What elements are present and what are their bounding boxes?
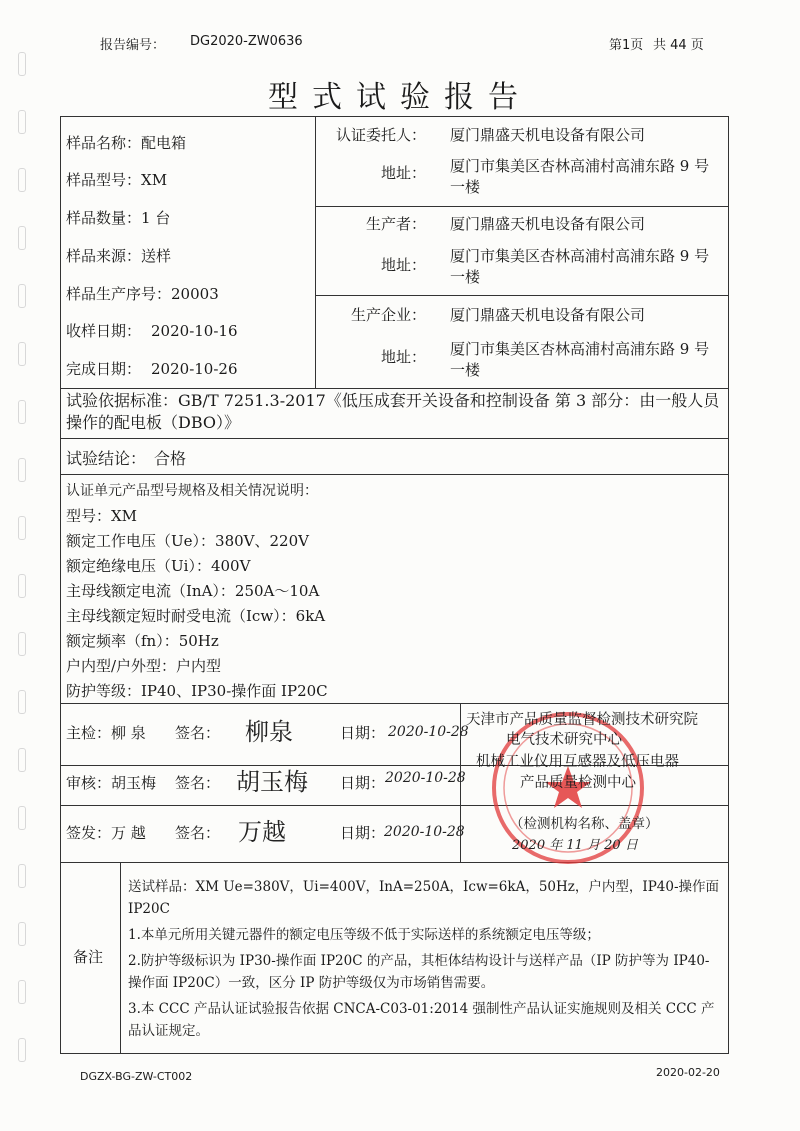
producer-name: 厦门鼎盛天机电设备有限公司 (450, 215, 646, 233)
factory-address: 厦门市集美区杏林高浦村高浦东路 9 号一楼 (450, 340, 710, 379)
spec-line: 型号：XM (66, 507, 138, 525)
lab-date: 2020 年 11 月 20 日 (512, 838, 638, 853)
seal-note: （检测机构名称、盖章） (510, 816, 659, 832)
reviewer-date: 2020-10-28 (385, 770, 466, 786)
producer-address: 厦门市集美区杏林高浦村高浦东路 9 号一楼 (450, 247, 710, 286)
inspector-date: 2020-10-28 (388, 724, 469, 740)
page-total: 共 44 页 (653, 38, 704, 53)
spec-line: 额定工作电压（Ue）：380V、220V (66, 532, 309, 550)
reviewer-signature: 胡玉梅 (236, 768, 308, 796)
spec-line: 主母线额定短时耐受电流（Icw）：6kA (66, 607, 326, 625)
form-number: DGZX-BG-ZW-CT002 (80, 1070, 193, 1083)
spec-line: 额定频率（fn）：50Hz (66, 632, 219, 650)
lab-name-line1: 天津市产品质量监督检测技术研究院 (466, 712, 698, 728)
issuer-date: 2020-10-28 (384, 824, 465, 840)
sample-source: 样品来源：送样 (66, 247, 172, 265)
report-number-label: 报告编号： (100, 38, 166, 53)
remarks-label: 备注 (73, 948, 104, 966)
remarks-line: 2.防护等级标识为 IP30-操作面 IP20C 的产品，其柜体结构设计与送样产品（IP 防护等为 IP40-操作面 IP20C）一致，区分 IP 防护等级仅为市场销售需要。 (128, 953, 710, 991)
form-date: 2020-02-20 (656, 1066, 720, 1079)
report-number: DG2020-ZW0636 (190, 34, 303, 49)
lab-name-line2: 电气技术研究中心 (506, 732, 622, 748)
test-standard: 试验依据标准：GB/T 7251.3-2017《低压成套开关设备和控制设备 第 3 部分：由一般人员操作的配电板（DBO）》 (66, 391, 720, 432)
issuer-date-label: 日期： (340, 824, 386, 842)
spec-line: 额定绝缘电压（Ui）：400V (66, 557, 251, 575)
page-number: 第1页 (609, 38, 644, 53)
inspector-signature: 柳泉 (245, 718, 293, 746)
client-label: 认证委托人： (335, 126, 426, 144)
client-name: 厦门鼎盛天机电设备有限公司 (450, 126, 646, 144)
spec-intro: 认证单元产品型号规格及相关情况说明： (66, 483, 318, 499)
issuer-signature: 万越 (238, 818, 286, 846)
sample-name: 样品名称：配电箱 (66, 134, 187, 152)
producer-label: 生产者： (365, 215, 426, 233)
inspector-date-label: 日期： (340, 724, 386, 742)
client-address-label: 地址： (380, 164, 426, 182)
remarks-line: 3.本 CCC 产品认证试验报告依据 CNCA-C03-01:2014 强制性产品认证实施规则及相关 CCC 产品认证规定。 (128, 1001, 715, 1039)
client-address: 厦门市集美区杏林高浦村高浦东路 9 号一楼 (450, 157, 710, 196)
lab-name-line4: 产品质量检测中心 (520, 775, 636, 791)
factory-name: 厦门鼎盛天机电设备有限公司 (450, 306, 646, 324)
factory-label: 生产企业： (350, 306, 426, 324)
spec-line: 主母线额定电流（InA）：250A～10A (66, 582, 320, 600)
reviewer-row: 审核：胡玉梅 签名： (66, 774, 221, 792)
factory-address-label: 地址： (380, 348, 426, 366)
completed-date: 完成日期： 2020-10-26 (66, 360, 238, 378)
received-date: 收样日期： 2020-10-16 (66, 322, 238, 340)
reviewer-date-label: 日期： (340, 774, 386, 792)
remarks-line: 1.本单元所用关键元器件的额定电压等级不低于实际送样的系统额定电压等级； (128, 927, 600, 943)
producer-address-label: 地址： (380, 256, 426, 274)
sample-serial: 样品生产序号：20003 (66, 285, 219, 303)
page-title: 型式试验报告 (268, 80, 532, 115)
test-conclusion: 试验结论： 合格 (66, 449, 187, 468)
issuer-row: 签发：万 越 签名： (66, 824, 221, 842)
lab-name-line3: 机械工业仪用互感器及低压电器 (476, 754, 679, 770)
sample-model: 样品型号：XM (66, 171, 168, 189)
inspector-row: 主检：柳 泉 签名： (66, 724, 221, 742)
spec-line: 户内型/户外型：户内型 (66, 657, 222, 675)
sample-quantity: 样品数量：1 台 (66, 209, 171, 227)
spec-line: 防护等级：IP40、IP30-操作面 IP20C (66, 682, 328, 700)
remarks-line: 送试样品：XM Ue=380V，Ui=400V，InA=250A，Icw=6kA，50Hz，户内型，IP40-操作面 IP20C (128, 879, 720, 917)
